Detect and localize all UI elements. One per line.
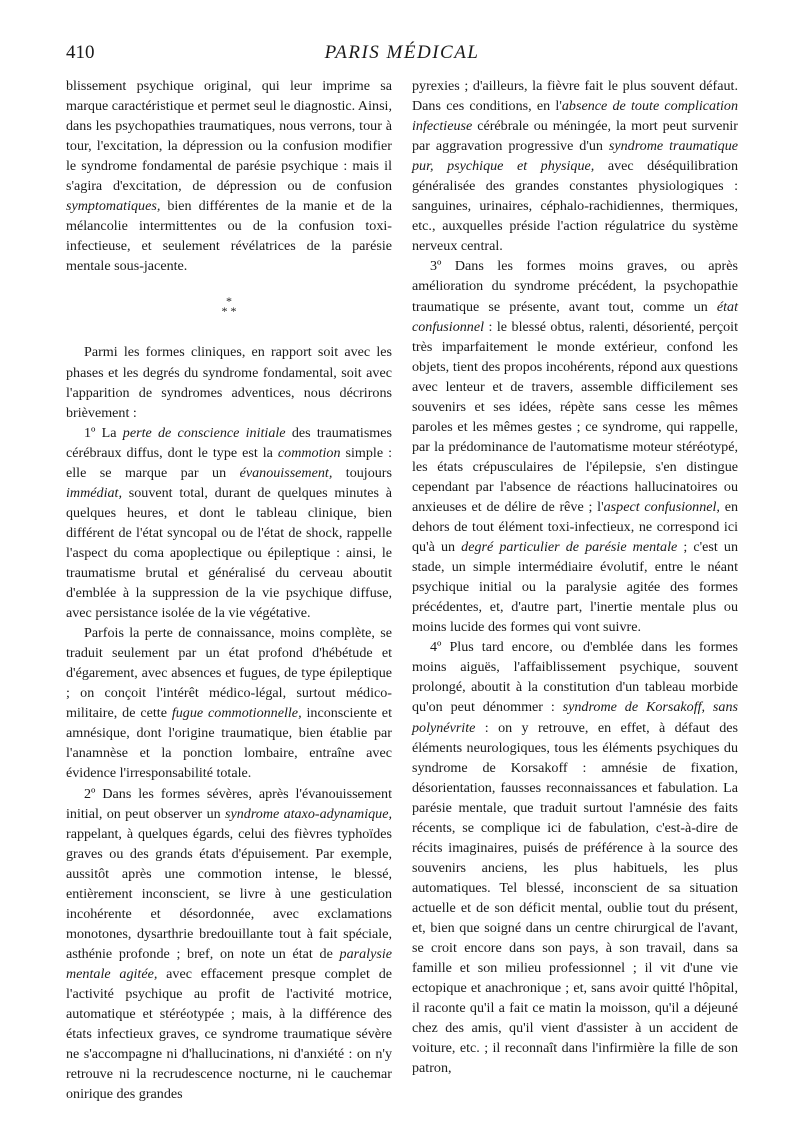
page-number: 410 (66, 42, 95, 63)
right-column (412, 76, 738, 1078)
left-paragraph-2: Parmi les formes cliniques, en rapport soit avec les phases et les degrés du syndrome fondamental, soit avec l'apparition de syndromes adventices, nous décrirons brièvement : (66, 344, 392, 421)
right-paragraph-1: pyrexies ; d'ailleurs, la fièvre fait le plus souvent défaut. Dans ces conditions, en l'absence de toute complication infectieuse cérébrale ou méningée, la mort peut survenir par aggravation progressive d'un syndrome traumatique pur, psychique et physique, avec déséquilibration généralisée des grandes constantes physiologiques : sanguines, urinaires, céphalo-rachidiennes, thermiques, etc., auxquelles préside l'action régulatrice du système nerveux central. (412, 78, 739, 255)
left-paragraph-1: blissement psychique original, qui leur imprime sa marque caractéristique et permet seul le diagnostic. Ainsi, dans les psychopathies traumatiques, nous verrons, tour à tour, l'excitation, la dépression ou la confusion modifier le syndrome fondamental de parésie psychique : mais il s'agira d'excitation, de dépression ou de confusion symptomatiques, bien différentes de la manie et de la mélancolie intermittentes ou de la confusion toxi-infectieuse, et seulement révélatrices de la parésie mentale sous-jacente. (66, 78, 393, 275)
left-column (66, 76, 392, 1104)
running-header (66, 42, 738, 72)
right-paragraph-2: 3º Dans les formes moins graves, ou après amélioration du syndrome précédent, la psychopathie traumatique se présente, avant tout, comme un état confusionnel : le blessé obtus, ralenti, désorienté, perçoit très imparfaitement le monde extérieur, confond les objets, tient des propos incohérents, répond aux questions avec lenteur et de travers, assemble difficilement ses souvenirs et ses idées, répète sans cesse les mêmes paroles et les mêmes gestes ; ce syndrome, qui rappelle, par la prédominance de l'automatisme moteur stéréotypé, les états crépusculaires de l'épilepsie, s'en distingue cependant par l'absence de réactions hallucinatoires ou anxieuses et de délire de rêve ; l'aspect confusionnel, en dehors de tout élément toxi-infectieux, ne correspond ici qu'à un degré particulier de parésie mentale ; c'est un stade, un simple intermédiaire évolutif, entre le néant psychique initial ou la paralysie agitée des formes précédentes, et, d'autre part, l'inertie mentale plus ou moins lucide des formes qui vont suivre. (412, 258, 739, 636)
left-paragraph-3: 1º La perte de conscience initiale des traumatismes cérébraux diffus, dont le type est la commotion simple : elle se marque par un évanouissement, toujours immédiat, souvent total, durant de quelques minutes à quelques heures, et dont le tableau clinique, bien différent de l'état syncopal ou de l'état de shock, rappelle l'aspect du coma apoplectique ou épileptique : ainsi, le traumatisme brutal et généralisé du cerveau aboutit d'emblée à la suppression de la vie psychique diffuse, avec persistance isolée de la vie végétative. (66, 424, 393, 622)
left-paragraph-4: Parfois la perte de connaissance, moins complète, se traduit seulement par un état profond d'hébétude et d'égarement, avec absences et fugues, de type épileptique ; on conçoit l'intérêt médico-légal, surtout médico-militaire, de cette fugue commotionnelle, inconsciente et amnésique, dont l'origine traumatique, bien établie par l'anamnèse et la ponction lombaire, entraîne avec évidence l'irresponsabilité totale. (66, 625, 392, 782)
asterism-ornament: * * * (221, 294, 237, 319)
right-paragraph-3: 4º Plus tard encore, ou d'emblée dans les formes moins aiguës, l'affaiblissement psychique, souvent prolongé, aboutit à la constitution d'un tableau morbide qu'on peut dénommer : syndrome de Korsakoff, sans polynévrite : on y retrouve, en effet, à défaut des éléments neurologiques, tous les éléments psychiques du syndrome de Korsakoff : amnésie de fixation, désorientation, fausses reconnaissances et fabulation. La parésie mentale, que traduit surtout l'amnésie des faits récents, se complique ici de fabulation, c'est-à-dire de récits imaginaires, puisés de préférence à la source des souvenirs anciens, les plus habituels, les plus automatiques. Tel blessé, inconscient de sa situation actuelle et de son déficit mental, oublie tout du présent, et, bien que soigné dans un centre chirurgical de l'avant, se croit encore dans son pays, à son travail, dans sa famille et son milieu professionnel ; il vit d'une vie ectopique et anachronique ; et, sans avoir quitté l'hôpital, il raconte qu'il a fait ce matin la moisson, qu'il a déjeuné chez des amis, qu'il vient d'assister à un accident de voiture, etc. ; il reconnaît dans l'infirmière la fille de son patron, (412, 639, 738, 1077)
journal-title: PARIS MÉDICAL (324, 42, 480, 63)
left-paragraph-5: 2º Dans les formes sévères, après l'évanouissement initial, on peut observer un syndrome ataxo-adynamique, rappelant, à quelques égards, celui des fièvres typhoïdes graves ou des grands états d'épuisement. Par exemple, aussitôt après une commotion intense, le blessé, entièrement inconscient, se livre à une gesticulation incohérente et désordonnée, avec exclamations monotones, dysarthrie bredouillante tout à fait spéciale, asthénie profonde ; bref, on note un état de paralysie mentale agitée, avec effacement presque complet de l'activité psychique au profit de l'activité motrice, automatique et stéréotypée ; mais, à la différence des états infectieux graves, ce syndrome traumatique sévère ne s'accompagne ni d'hallucinations, ni d'anxiété : on n'y retrouve ni la recrudescence nocturne, ni le cauchemar onirique des grandes (66, 785, 392, 1103)
